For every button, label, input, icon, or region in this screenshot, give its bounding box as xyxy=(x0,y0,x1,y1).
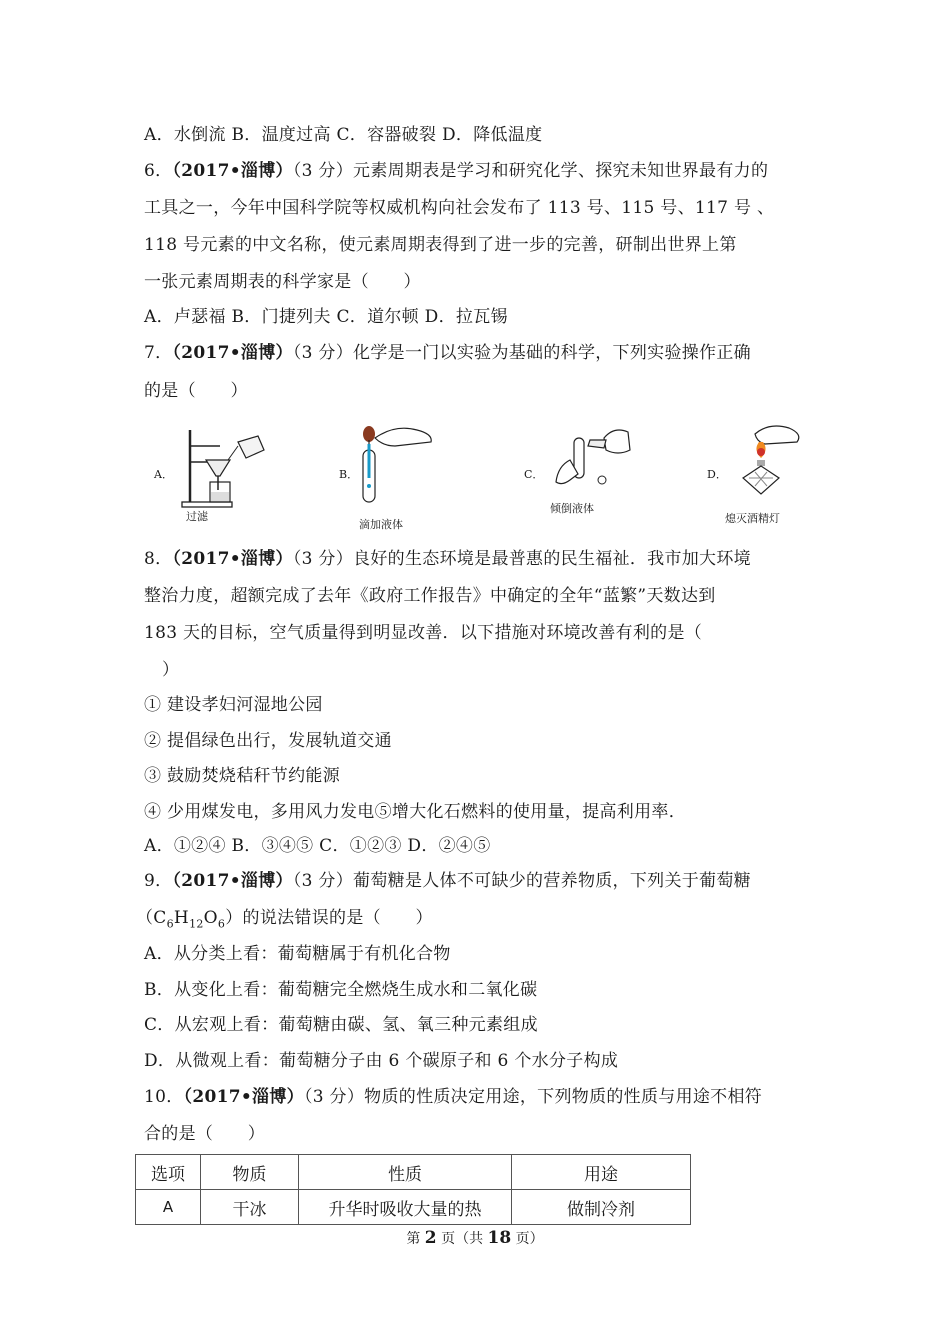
q9-option-b: B．从变化上看：葡萄糖完全燃烧生成水和二氧化碳 xyxy=(144,980,538,1000)
table-cell: 升华时吸收大量的热 xyxy=(299,1190,512,1225)
q7-source: （2017•淄博） xyxy=(172,343,293,363)
figure-d-caption: 熄灭酒精灯 xyxy=(725,512,780,525)
q10-score: （3 分） xyxy=(303,1087,365,1107)
q9-formula-open: （C xyxy=(136,908,167,928)
figure-pouring xyxy=(524,420,674,532)
figure-b-letter: B． xyxy=(339,468,359,481)
table-header: 选项 xyxy=(136,1155,201,1190)
figure-dropping xyxy=(339,420,489,532)
q6-line-3: 118 号元素的中文名称，使元素周期表得到了进一步的完善，研制出世界上第 xyxy=(144,235,737,255)
figure-d-letter: D． xyxy=(707,468,727,481)
footer-prefix: 第 xyxy=(406,1231,425,1247)
table-header: 性质 xyxy=(299,1155,512,1190)
q10-text-1: 物质的性质决定用途，下列物质的性质与用途不相符 xyxy=(364,1087,763,1107)
q9-option-a: A．从分类上看：葡萄糖属于有机化合物 xyxy=(144,944,451,964)
table-row xyxy=(136,1190,691,1225)
table-cell: 干冰 xyxy=(201,1190,299,1225)
q6-options: A．卢瑟福 B．门捷列夫 C．道尔顿 D．拉瓦锡 xyxy=(144,307,508,327)
q7-line-2: 的是（ ） xyxy=(144,381,248,401)
figure-a-caption: 过滤 xyxy=(186,510,208,523)
q8-score: （3 分） xyxy=(292,549,354,569)
q6-source: （2017•淄博） xyxy=(172,161,293,181)
figure-lamp xyxy=(707,420,857,532)
figure-b-caption: 滴加液体 xyxy=(359,518,403,531)
q7-figures xyxy=(144,420,804,535)
q6-number: 6． xyxy=(144,161,173,181)
q9-formula-o: O xyxy=(203,908,218,928)
footer-middle: 页（共 xyxy=(436,1231,488,1247)
q10-source: （2017•淄博） xyxy=(183,1087,304,1107)
q9-source: （2017•淄博） xyxy=(172,871,293,891)
q5-options: A．水倒流 B．温度过高 C．容器破裂 D．降低温度 xyxy=(144,125,543,145)
dropper-tube-icon xyxy=(355,420,445,512)
q8-item-1: ① 建设孝妇河湿地公园 xyxy=(144,695,323,715)
q8-source: （2017•淄博） xyxy=(172,549,293,569)
figure-filtration xyxy=(154,420,304,532)
q10-line-1 xyxy=(144,1086,762,1108)
table-cell: 做制冷剂 xyxy=(512,1190,691,1225)
table-cell: A xyxy=(136,1190,201,1225)
footer-total-pages: 18 xyxy=(487,1228,512,1248)
q8-number: 8． xyxy=(144,549,173,569)
q6-line-4: 一张元素周期表的科学家是（ ） xyxy=(144,272,421,292)
q9-option-c: C．从宏观上看：葡萄糖由碳、氢、氧三种元素组成 xyxy=(144,1015,538,1035)
q9-formula-sub-c: 6 xyxy=(166,917,174,931)
pouring-bottle-icon xyxy=(544,420,644,502)
q9-formula-sub-h: 12 xyxy=(189,917,204,931)
q7-number: 7． xyxy=(144,343,173,363)
footer-page-number: 2 xyxy=(424,1228,437,1248)
q6-text-1: 元素周期表是学习和研究化学、探究未知世界最有力的 xyxy=(353,161,769,181)
q8-line-3: 183 天的目标，空气质量得到明显改善．以下措施对环境改善有利的是（ xyxy=(144,623,703,643)
q9-number: 9． xyxy=(144,871,173,891)
q9-formula-h: H xyxy=(173,908,190,928)
q6-score: （3 分） xyxy=(292,161,354,181)
page-footer xyxy=(0,1228,950,1248)
figure-c-letter: C． xyxy=(524,468,544,481)
q8-line-4: ） xyxy=(162,660,180,680)
q8-options: A．①②④ B．③④⑤ C．①②③ D．②④⑤ xyxy=(144,836,491,856)
alcohol-lamp-icon xyxy=(725,420,815,510)
q8-item-3: ③ 鼓励焚烧秸秆节约能源 xyxy=(144,766,341,786)
q9-option-d: D．从微观上看：葡萄糖分子由 6 个碳原子和 6 个水分子构成 xyxy=(144,1051,619,1071)
table-header-row xyxy=(136,1155,691,1190)
q9-formula-sub-o: 6 xyxy=(217,917,226,931)
footer-suffix: 页） xyxy=(511,1231,544,1247)
q7-line-1 xyxy=(144,342,751,364)
q6-line-1 xyxy=(144,160,768,182)
table-header: 用途 xyxy=(512,1155,691,1190)
q8-line-2: 整治力度，超额完成了去年《政府工作报告》中确定的全年“蓝繁”天数达到 xyxy=(144,586,716,606)
q6-line-2: 工具之一，今年中国科学院等权威机构向社会发布了 113 号、115 号、117 号 、 xyxy=(144,198,775,218)
q10-line-2: 合的是（ ） xyxy=(144,1124,266,1144)
table-header: 物质 xyxy=(201,1155,299,1190)
q10-table xyxy=(135,1154,691,1225)
q8-line-1 xyxy=(144,548,751,570)
q7-score: （3 分） xyxy=(292,343,354,363)
q8-text-1: 良好的生态环境是最普惠的民生福祉．我市加大环境 xyxy=(353,549,751,569)
q7-text-1: 化学是一门以实验为基础的科学，下列实验操作正确 xyxy=(353,343,751,363)
q10-number: 10． xyxy=(144,1087,184,1107)
q9-line-1 xyxy=(144,870,751,892)
figure-c-caption: 倾倒液体 xyxy=(550,502,594,515)
q9-score: （3 分） xyxy=(292,871,354,891)
q9-text-1: 葡萄糖是人体不可缺少的营养物质，下列关于葡萄糖 xyxy=(353,871,751,891)
q9-line-2-text: ）的说法错误的是（ ） xyxy=(225,908,433,928)
filtration-apparatus-icon xyxy=(176,420,286,515)
q9-line-2 xyxy=(136,907,433,935)
q8-item-2: ② 提倡绿色出行，发展轨道交通 xyxy=(144,731,392,751)
q8-item-4: ④ 少用煤发电，多用风力发电⑤增大化石燃料的使用量，提高利用率． xyxy=(144,802,687,822)
figure-a-letter: A． xyxy=(154,468,173,481)
